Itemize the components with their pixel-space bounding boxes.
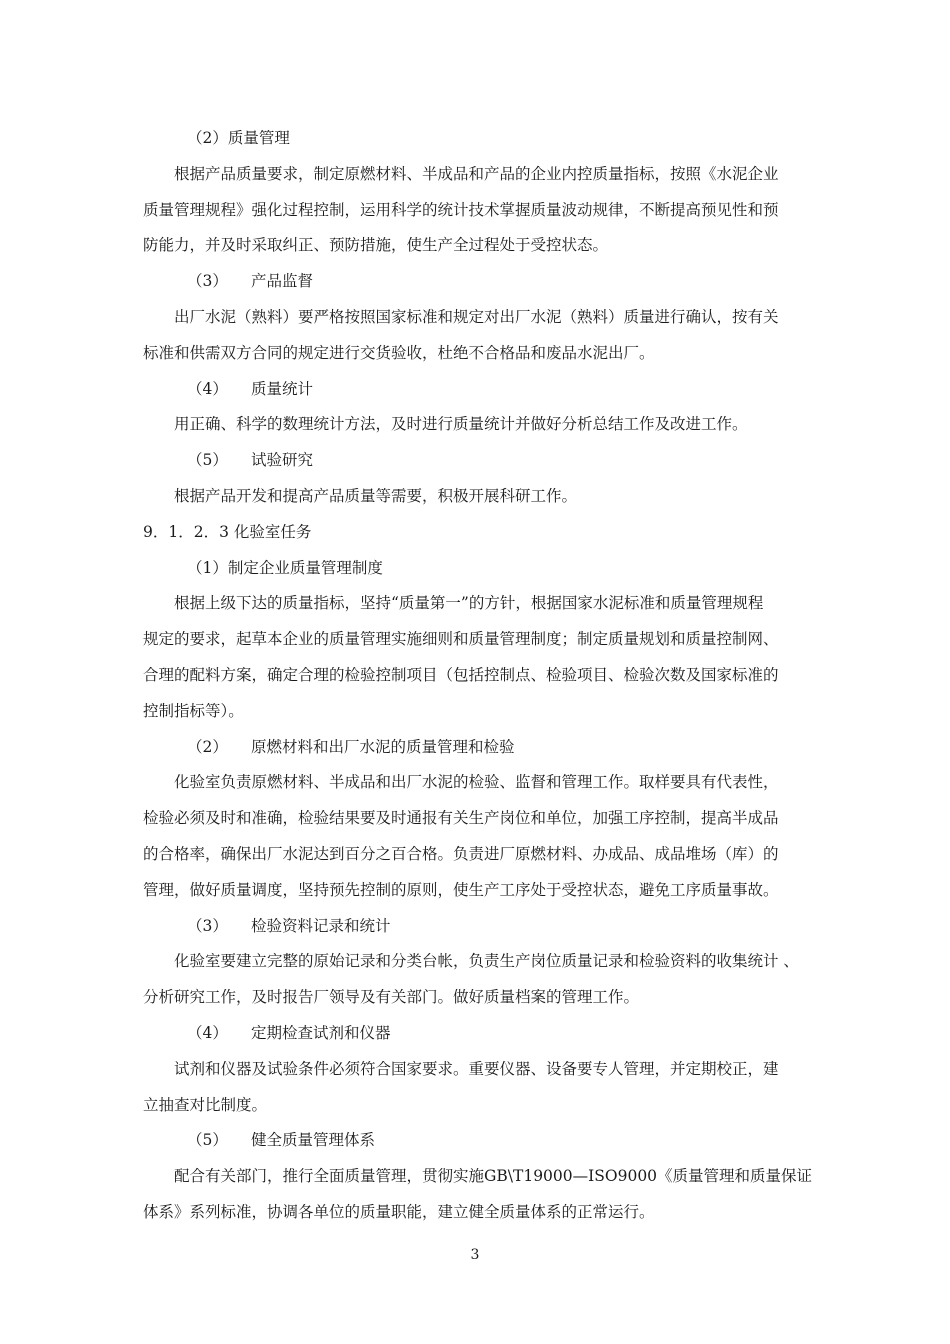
paragraph-line: 根据产品开发和提高产品质量等需要，积极开展科研工作。 xyxy=(174,486,578,505)
subheading-number: （5） xyxy=(187,451,228,470)
paragraph-line: 分析研究工作，及时报告厂领导及有关部门。做好质量档案的管理工作。 xyxy=(143,988,640,1007)
paragraph-line: 试剂和仪器及试验条件必须符合国家要求。重要仪器、设备要专人管理，并定期校正，建 xyxy=(174,1059,779,1078)
paragraph-line: 合理的配料方案，确定合理的检验控制项目（包括控制点、检验项目、检验次数及国家标准的 xyxy=(143,665,779,684)
paragraph xyxy=(143,586,823,729)
section-subheading xyxy=(143,730,823,766)
subheading-number: （4） xyxy=(187,1023,228,1042)
paragraph-line: 根据产品质量要求，制定原燃材料、半成品和产品的企业内控质量指标，按照《水泥企业 xyxy=(174,164,779,183)
subheading-number: （3） xyxy=(187,272,228,291)
subheading-title: （1）制定企业质量管理制度 xyxy=(187,558,383,577)
paragraph-line: 出厂水泥（熟料）要严格按照国家标准和规定对出厂水泥（熟料）质量进行确认，按有关 xyxy=(174,307,779,326)
subheading-number: （4） xyxy=(187,379,228,398)
subheading-number: （2） xyxy=(187,737,228,756)
subheading-title: 产品监督 xyxy=(251,272,314,291)
paragraph xyxy=(143,944,823,1016)
paragraph-line: 检验必须及时和准确，检验结果要及时通报有关生产岗位和单位，加强工序控制，提高半成品 xyxy=(143,809,779,828)
section-subheading xyxy=(143,551,823,587)
page-number: 3 xyxy=(470,1247,480,1263)
paragraph xyxy=(143,1159,823,1231)
section-subheading xyxy=(143,121,823,157)
paragraph-line: 体系》系列标准，协调各单位的质量职能，建立健全质量体系的正常运行。 xyxy=(143,1202,655,1221)
paragraph-line: 化验室负责原燃材料、半成品和出厂水泥的检验、监督和管理工作。取样要具有代表性， xyxy=(174,773,779,792)
section-heading: 9．1．2．3 化验室任务 xyxy=(143,522,312,541)
section-subheading xyxy=(143,909,823,945)
subheading-title: 质量统计 xyxy=(251,379,314,398)
paragraph xyxy=(143,479,823,515)
paragraph xyxy=(143,407,823,443)
subheading-number: （3） xyxy=(187,916,228,935)
document-body xyxy=(143,121,823,1231)
paragraph-line: 质量管理规程》强化过程控制，运用科学的统计技术掌握质量波动规律，不断提高预见性和预 xyxy=(143,200,779,219)
subheading-title: 健全质量管理体系 xyxy=(251,1131,376,1150)
subheading-title: 检验资料记录和统计 xyxy=(251,916,391,935)
paragraph-line: 规定的要求，起草本企业的质量管理实施细则和质量管理制度；制定质量规划和质量控制网、 xyxy=(143,630,779,649)
paragraph-line: 防能力，并及时采取纠正、预防措施，使生产全过程处于受控状态。 xyxy=(143,236,609,255)
paragraph-line: 立抽查对比制度。 xyxy=(143,1095,268,1114)
paragraph-line: 配合有关部门，推行全面质量管理，贯彻实施GB\T19000—ISO9000《质量管理和质量保证 xyxy=(174,1167,813,1186)
section-subheading xyxy=(143,1123,823,1159)
subheading-title: （2）质量管理 xyxy=(187,129,290,147)
paragraph xyxy=(143,765,823,908)
paragraph-line: 根据上级下达的质量指标，坚持“质量第一”的方针，根据国家水泥标准和质量管理规程 xyxy=(174,594,764,613)
section-subheading xyxy=(143,264,823,300)
paragraph-line: 用正确、科学的数理统计方法，及时进行质量统计并做好分析总结工作及改进工作。 xyxy=(174,415,748,434)
paragraph-line: 管理，做好质量调度，坚持预先控制的原则，使生产工序处于受控状态，避免工序质量事故。 xyxy=(143,880,779,899)
section-subheading xyxy=(143,372,823,408)
subheading-title: 定期检查试剂和仪器 xyxy=(251,1023,391,1042)
section-subheading xyxy=(143,443,823,479)
section-subheading xyxy=(143,1016,823,1052)
paragraph xyxy=(143,157,823,264)
paragraph-line: 控制指标等）。 xyxy=(143,701,244,720)
paragraph-line: 标准和供需双方合同的规定进行交货验收，杜绝不合格品和废品水泥出厂。 xyxy=(143,343,655,362)
subheading-number: （5） xyxy=(187,1131,228,1150)
subheading-title: 试验研究 xyxy=(251,451,314,470)
subheading-title: 原燃材料和出厂水泥的质量管理和检验 xyxy=(251,737,515,756)
paragraph xyxy=(143,300,823,372)
paragraph-line: 化验室要建立完整的原始记录和分类台帐，负责生产岗位质量记录和检验资料的收集统计 、 xyxy=(174,952,799,971)
paragraph xyxy=(143,1052,823,1124)
paragraph-line: 的合格率，确保出厂水泥达到百分之百合格。负责进厂原燃材料、办成品、成品堆场（库）的 xyxy=(143,844,779,863)
